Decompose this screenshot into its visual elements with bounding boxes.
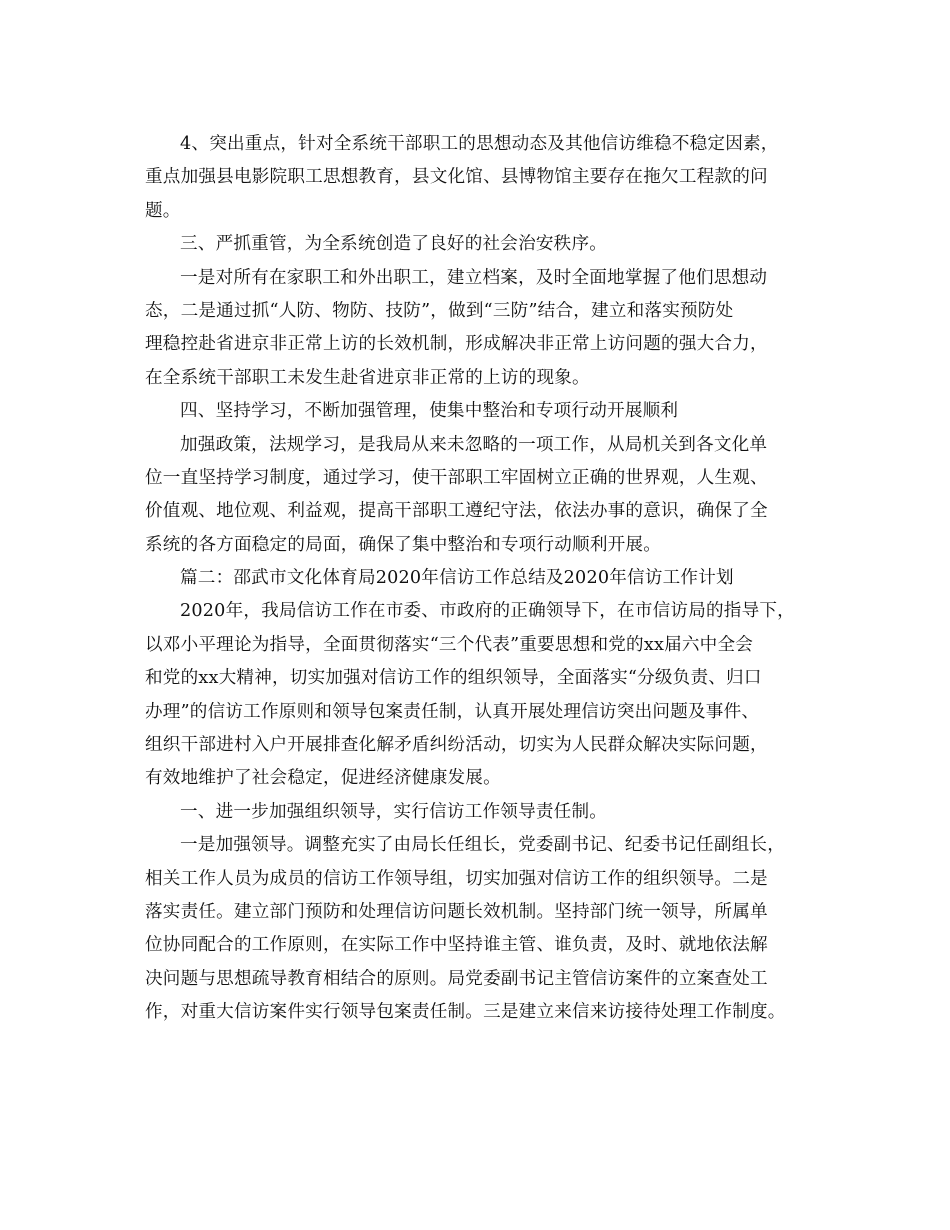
text-line: 组织干部进村入户开展排查化解矛盾纠纷活动，切实为人民群众解决实际问题， [145,735,768,756]
text-line: 和党的xx大精神，切实加强对信访工作的组织领导，全面落实“分级负责、归口 [145,668,762,689]
text-line: 加强政策，法规学习，是我局从来未忽略的一项工作，从局机关到各文化单 [180,434,768,455]
text-line: 位协同配合的工作原则，在实际工作中坚持谁主管、谁负责，及时、就地依法解 [145,935,768,956]
text-line: 一是对所有在家职工和外出职工，建立档案，及时全面地掌握了他们思想动 [180,267,768,288]
text-line: 系统的各方面稳定的局面，确保了集中整治和专项行动顺利开展。 [145,534,662,555]
text-line: 理稳控赴省进京非正常上访的长效机制，形成解决非正常上访问题的强大合力， [145,334,768,355]
text-line: 一是加强领导。调整充实了由局长任组长，党委副书记、纪委书记任副组长， [180,835,785,856]
text-line: 2020年，我局信访工作在市委、市政府的正确领导下，在市信访局的指导下， [180,601,795,622]
text-line: 4、突出重点，针对全系统干部职工的思想动态及其他信访维稳不稳定因素， [180,134,779,154]
text-line: 在全系统干部职工未发生赴省进京非正常的上访的现象。 [145,367,590,388]
text-line: 三、严抓重管，为全系统创造了良好的社会治安秩序。 [180,234,608,255]
text-line: 态，二是通过抓“人防、物防、技防”，做到“三防”结合，建立和落实预防处 [145,300,734,321]
text-line: 有效地维护了社会稳定，促进经济健康发展。 [145,768,501,789]
text-line: 重点加强县电影院职工思想教育，县文化馆、县博物馆主要存在拖欠工程款的问 [145,167,768,188]
text-line: 价值观、地位观、利益观，提高干部职工遵纪守法，依法办事的意识，确保了全 [145,501,768,522]
text-line: 落实责任。建立部门预防和处理信访问题长效机制。坚持部门统一领导，所属单 [145,901,768,922]
text-line: 一、进一步加强组织领导，实行信访工作领导责任制。 [180,801,608,822]
text-line: 位一直坚持学习制度，通过学习，使干部职工牢固树立正确的世界观，人生观、 [145,467,768,488]
text-line: 作，对重大信访案件实行领导包案责任制。三是建立来信来访接待处理工作制度。 [145,1002,786,1023]
text-line: 决问题与思想疏导教育相结合的原则。局党委副书记主管信访案件的立案查处工 [145,968,768,989]
text-line: 以邓小平理论为指导，全面贯彻落实“三个代表”重要思想和党的xx届六中全会 [145,634,754,655]
text-line: 相关工作人员为成员的信访工作领导组，切实加强对信访工作的组织领导。二是 [145,868,768,889]
document-page [145,128,810,1030]
text-line: 题。 [145,200,181,221]
text-line: 办理”的信访工作原则和领导包案责任制，认真开展处理信访突出问题及事件、 [145,701,760,722]
text-line: 四、坚持学习，不断加强管理，使集中整治和专项行动开展顺利 [180,401,679,422]
text-line: 篇二：邵武市文化体育局2020年信访工作总结及2020年信访工作计划 [180,568,734,589]
